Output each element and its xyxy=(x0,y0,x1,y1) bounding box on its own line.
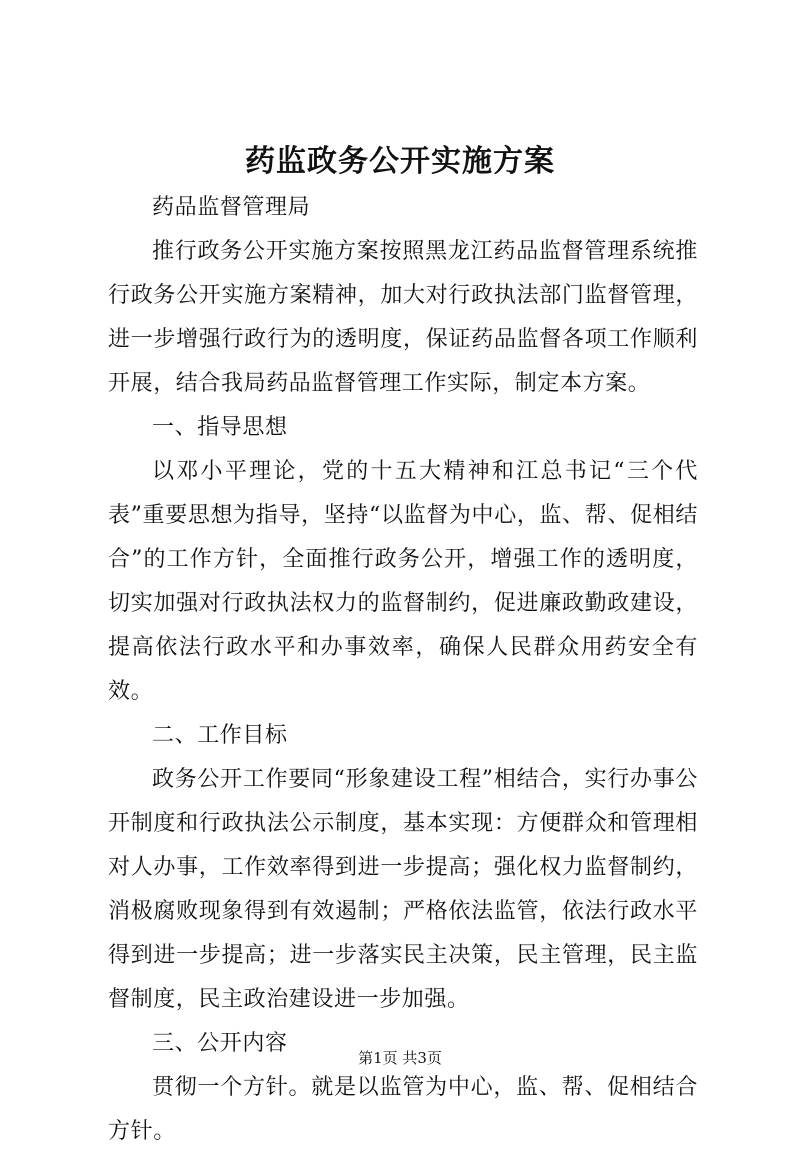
section-heading-public-content: 三、公开内容 xyxy=(152,1031,288,1056)
work-goals-paragraph: 政务公开工作要同“形象建设工程”相结合，实行办事公开制度和行政执法公示制度，基本实现：方便群众和管理相对人办事，工作效率得到进一步提高；强化权力监督制约，消极腐败现象得到有效遏制；严格依法监管，依法行政水平得到进一步提高；进一步落实民主决策，民主管理，民主监督制度，民主政治建设进一步加强。 xyxy=(108,767,698,1012)
issuer-line: 药品监督管理局 xyxy=(152,195,311,220)
guiding-thought-paragraph: 以邓小平理论，党的十五大精神和江总书记“三个代表”重要思想为指导，坚持“以监督为中心，监、帮、促相结合”的工作方针，全面推行政务公开，增强工作的透明度，切实加强对行政执法权力的监督制约，促进廉政勤政建设，提高依法行政水平和办事效率，确保人民群众用药安全有效。 xyxy=(108,459,698,704)
document-body xyxy=(108,186,698,1154)
public-content-paragraph: 贯彻一个方针。就是以监管为中心，监、帮、促相结合方针。 xyxy=(108,1075,698,1144)
page-number-footer: 第1页 共3页 xyxy=(358,1049,442,1067)
intro-paragraph: 推行政务公开实施方案按照黑龙江药品监督管理系统推行政务公开实施方案精神，加大对行政执法部门监督管理，进一步增强行政行为的透明度，保证药品监督各项工作顺利开展，结合我局药品监督管理工作实际，制定本方案。 xyxy=(108,239,698,396)
section-heading-work-goals: 二、工作目标 xyxy=(152,723,288,748)
document-title: 药监政务公开实施方案 xyxy=(245,144,555,179)
section-heading-guiding-thought: 一、指导思想 xyxy=(152,415,288,440)
